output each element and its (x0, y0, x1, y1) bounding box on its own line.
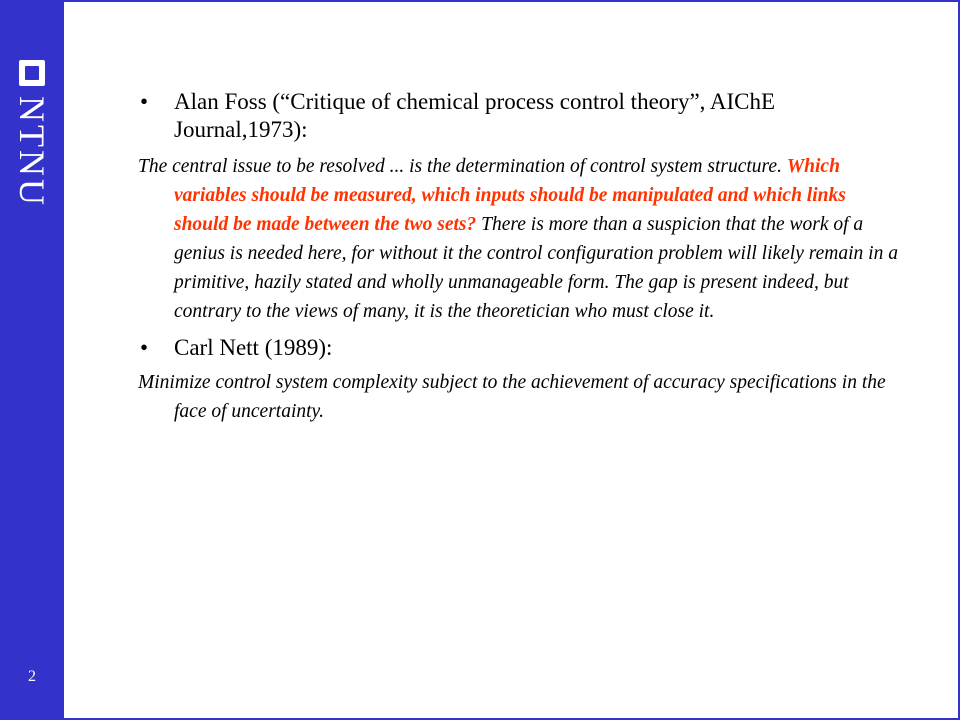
logo-text: NTNU (12, 96, 52, 208)
bullet-foss (138, 88, 898, 144)
quote-foss (138, 152, 898, 326)
bullet-marker: • (140, 335, 149, 360)
quote-text-before: The central issue to be resolved ... is the determination of control system structure. (138, 156, 787, 177)
bullet-marker: • (140, 89, 149, 114)
quote-nett: Minimize control system complexity subject to the achievement of accuracy specifications in the face of uncertainty. (138, 372, 886, 422)
slide-content (138, 88, 898, 426)
quote-text-after: There is more than a suspicion that the work of a genius is needed here, for without it the control configuration problem will likely remain in a primitive, hazily stated and wholly unmanageable form. The gap is present indeed, but contrary to the views of many, it is the theoretician who must close it. (174, 214, 898, 322)
ntnu-logo-icon (19, 60, 45, 86)
sidebar (0, 0, 64, 720)
bullet-nett (138, 334, 898, 362)
logo-inner-square (25, 66, 39, 80)
bullet-text: Alan Foss (“Critique of chemical process control theory”, AIChE Journal,1973): (174, 89, 776, 142)
bullet-text: Carl Nett (1989): (174, 335, 333, 360)
slide-number: 2 (28, 668, 36, 685)
frame-border-top (64, 0, 960, 2)
quote-highlight: Which variables should be measured, which inputs should be manipulated and which links should be made between the two sets? (174, 156, 846, 235)
